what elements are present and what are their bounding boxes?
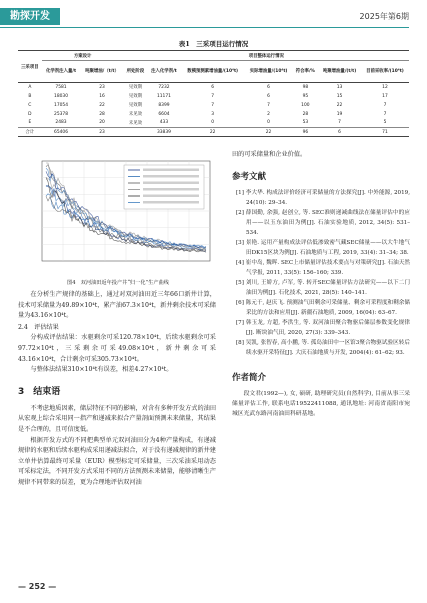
table-cell: 7232 — [158, 84, 170, 90]
section-heading: 3 结束语 — [18, 386, 61, 397]
table-cell: 7 — [338, 120, 341, 126]
reference-item: [1] 李大华. 构成法评价经济可采储量的方法探究[J]. 中外能源, 2019, 24(10): 29–34. — [236, 189, 410, 206]
reference-item: [3] 景艳. 运用产量构成法评估低渗致密气藏SEC储量——以大牛地气田DK15区块为例[J]. 石油地质与工程, 2019, 33(4): 31–34; 38. — [236, 239, 410, 256]
table-group-header — [18, 51, 409, 61]
table-cell: 0 — [211, 120, 215, 126]
table-cell: 7581 — [55, 84, 67, 90]
col-header: 数模预测累增油量/(10⁴t) — [181, 61, 245, 83]
table-cell: 28 — [99, 111, 105, 117]
table-cell: 7 — [211, 93, 215, 99]
table-cell: E — [28, 120, 32, 126]
paragraph: 与整体法结果310×10⁴t有误差，相差4.27×10⁴t。 — [30, 366, 173, 374]
legend-label-placeholder — [143, 182, 199, 185]
table-cell: 见效期 — [128, 103, 143, 108]
table-cell: 17 — [382, 93, 388, 99]
table-cell: 0 — [267, 120, 270, 126]
table-cell: 6 — [267, 84, 270, 90]
table-cell: 28 — [302, 111, 309, 117]
table-cell: 8399 — [158, 102, 170, 108]
table-cell: 53 — [302, 120, 309, 126]
reference-item: [7] 韩玉龙, 方超, 李洪生, 等. 双河油田聚合物驱后储层参数变化规律[J]. 断块油气田, 2020, 27(3): 339–343. — [236, 319, 410, 336]
table-body — [18, 83, 409, 137]
table-cell: 未见效 — [128, 120, 143, 126]
figure-caption: 图4 双河油田返年投产井“归一化”生产曲线 — [67, 280, 169, 286]
subsection-heading: 2.4 评估结果 — [18, 323, 59, 331]
paragraph: 不考虑地质因素，储层特征不同的影响，对含有多种开发方式的油田从宏观上综合采用同一指产和递减来拟合产量剖面预测未来储量，其结果是不合理的，且可信度低。 — [18, 404, 217, 433]
legend-label-placeholder — [143, 195, 199, 198]
table-cell: 71 — [361, 128, 409, 137]
table-cell: 6 — [211, 84, 215, 90]
left-column — [18, 290, 216, 489]
table-cell: 25378 — [54, 111, 68, 117]
legend-label-placeholder — [143, 188, 199, 191]
table-row — [18, 83, 409, 92]
table-cell: 23 — [99, 84, 105, 90]
table-cell: 65406 — [42, 128, 81, 137]
right-column — [232, 150, 410, 419]
table-cell: 13 — [336, 84, 343, 90]
table-row — [18, 110, 409, 119]
table-row — [18, 119, 409, 128]
paragraph: 根据开发方式的不同把典型单元双河油田分为4种产量构成，有递减规律的水驱和后续水驱构成采用递减法拟合，对于没有递减规律的新井建立单井估算最终可采量（EUR）模型标定可采储量，三次采油采用动态可采标定法，不同开发方式采用不同的方法预测未来储量，能够清晰生产规律不同带来的误差，更为合理地评估双河油 — [18, 436, 216, 486]
table-cell: 7 — [383, 111, 387, 117]
table-cell: 100 — [301, 102, 310, 108]
table-cell: 433 — [159, 120, 169, 126]
col-header: 实际增油量/(10⁴t) — [245, 61, 293, 83]
reference-item: [2] 薛国勤, 余强, 赵创立, 等. SEC准则递减曲线法在储量评估中的应用——以玉东油田为例[J]. 石油实验地质, 2012, 34(5): 531–534. — [236, 209, 410, 236]
table-cell: 5 — [383, 120, 387, 126]
table-cell: 96 — [293, 128, 319, 137]
col-header: 吨聚增油量/(t/t) — [318, 61, 361, 83]
table-cell: 22 — [245, 128, 293, 137]
reference-item: [4] 崔中岛, 魏晖. SEC上市储量评估技术要点与对策研究[J]. 石油天然气学报, 2011, 33(5): 156–160; 339. — [236, 259, 410, 276]
table-cell: A — [28, 84, 32, 90]
col-header: 化学剂注入量/t — [42, 61, 81, 83]
reference-item: [5] 刘川, 王娇方, 卢军, 等. 转开SEC储量评估方法研究——以下二门油田为例[J]. 石化技术, 2021, 28(5): 140–141. — [236, 279, 410, 296]
table-cell: 15 — [336, 93, 343, 99]
reference-item: [8] 吴凯, 张智春, 高小鹏, 等. 孤岛油田中一区馆3聚合物驱试验区转后续水驱开采特征[J]. 大庆石油地质与开发, 2004(4): 61–62; 93. — [236, 339, 410, 356]
reference-item: [6] 陈元千, 赵庆飞. 预测油气田剩余可采储量、剩余可采程度和剩余储采比的方法和应用[J]. 新疆石油地质, 2009, 16(04): 63–67. — [236, 299, 410, 316]
table-cell: 2 — [267, 111, 270, 117]
page-number: — 252 — — [18, 582, 57, 591]
table-cell: 合计 — [18, 128, 42, 137]
table-cell: 33839 — [147, 128, 180, 137]
table-column-headers — [18, 61, 409, 83]
table-cell: 22 — [181, 128, 245, 137]
col-header: 所处阶段 — [124, 61, 148, 83]
table-cell: 19 — [336, 111, 343, 117]
col-header: 吨聚增油/（t/t） — [80, 61, 123, 83]
table-cell: 23 — [80, 128, 123, 137]
col-header: 目前采收率/(10⁴t) — [361, 61, 409, 83]
table-cell: B — [28, 93, 32, 99]
table-cell: D — [28, 111, 32, 117]
col-header: 符合率/% — [293, 61, 319, 83]
paragraph: 在分析生产规律的基础上，通过对双河油田近三年66口新井计算，技术可采储量为49.89×10⁴t，累产油67.3×10⁴t，新井剩余技术可采储量为43.16×10⁴t。 — [18, 291, 216, 320]
table-cell: 22 — [336, 102, 343, 108]
decline-curve-chart — [20, 155, 215, 275]
header-rule — [0, 27, 409, 28]
table-cell: 未见效 — [128, 112, 143, 117]
table-cell: 11171 — [156, 93, 171, 99]
author-heading: 作者简介 — [232, 372, 267, 383]
table-row — [18, 128, 409, 137]
table-cell: 16 — [99, 93, 105, 99]
legend-label-placeholder — [143, 175, 199, 178]
table-cell: 6 — [318, 128, 361, 137]
paragraph: 分构成评估结果：水驱剩余可采120.78×10⁴t，后续水驱剩余可采97.72×10⁴t，三采剩余可采49.08×10⁴t，新井剩余可采43.16×10⁴t，合计剩余可采305.73×10⁴t。 — [18, 334, 216, 363]
table-cell: 20 — [99, 120, 105, 126]
table-cell: 22 — [99, 102, 105, 108]
table-cell: 3 — [211, 111, 215, 117]
col-header: 注入化学剂/t — [147, 61, 180, 83]
table-row — [18, 92, 409, 101]
reference-list — [232, 188, 410, 358]
table-cell: 7 — [267, 102, 270, 108]
references-heading: 参考文献 — [232, 171, 267, 182]
table-cell: 17054 — [54, 102, 68, 108]
table-caption: 表1 三采项目运行情况 — [178, 40, 249, 48]
page-header — [0, 0, 427, 30]
table-cell: 18030 — [54, 93, 68, 99]
paragraph-continued: 田的可采储量和企业价值。 — [232, 151, 307, 158]
table-cell: 6604 — [158, 111, 170, 117]
author-bio: 段文君(1992—), 女, 硕研, 助理研究员(自然科学), 目前从事三采储量评估工作, 联系电话19522411088, 通讯地址: 河南省南阳市宛城区光武东路河南油田科研基地。 — [232, 390, 410, 417]
table-cell: 12 — [382, 84, 388, 90]
legend-label-placeholder — [143, 169, 199, 172]
table-cell: 6 — [267, 93, 270, 99]
table-cell: 2483 — [55, 120, 67, 126]
col-header-project: 三采项目 — [18, 51, 42, 83]
issue-label: 2025年第6期 — [359, 12, 409, 21]
table-cell — [124, 128, 148, 137]
table-cell: 98 — [302, 84, 309, 90]
legend-label-placeholder — [143, 201, 199, 204]
group-header-overall: 项目整体运行情况 — [124, 51, 409, 61]
table-row — [18, 101, 409, 110]
table-cell: 95 — [302, 93, 309, 99]
project-table — [18, 50, 409, 137]
table-cell: 见效期 — [128, 85, 143, 91]
journal-section-tab: 勘探开发 — [0, 8, 60, 25]
table-cell: 见效期 — [128, 94, 143, 99]
table-cell: C — [28, 102, 32, 108]
table-cell: 7 — [211, 102, 215, 108]
group-header-plan: 方案设计 — [42, 51, 124, 61]
table-cell: 7 — [383, 102, 387, 108]
